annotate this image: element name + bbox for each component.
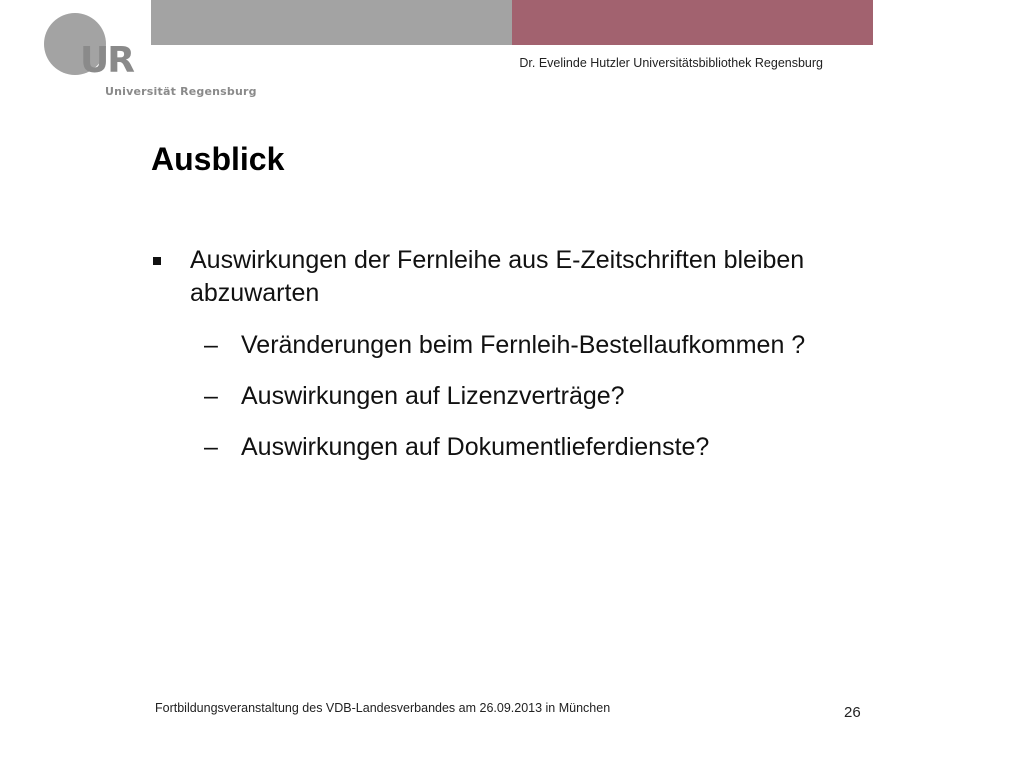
logo-wordmark: Universität Regensburg xyxy=(105,85,257,98)
logo-letters: UR xyxy=(80,40,133,81)
bullet-text: Auswirkungen der Fernleihe aus E-Zeitschriften bleiben abzuwarten xyxy=(190,246,805,307)
header-bar-red xyxy=(512,0,873,45)
sub-bullet-list xyxy=(151,329,911,464)
page-number: 26 xyxy=(844,704,861,721)
bullet-item xyxy=(151,244,911,310)
sub-bullet-item xyxy=(151,431,911,464)
author-line: Dr. Evelinde Hutzler Universitätsbibliothek Regensburg xyxy=(519,56,823,70)
slide-title: Ausblick xyxy=(151,141,285,177)
sub-bullet-text: Auswirkungen auf Dokumentlieferdienste? xyxy=(241,433,710,461)
footer-event-text: Fortbildungsveranstaltung des VDB-Landesverbandes am 26.09.2013 in München xyxy=(155,701,611,715)
sub-bullet-item xyxy=(151,380,911,413)
slide-content xyxy=(151,244,911,482)
sub-bullet-item xyxy=(151,329,911,362)
dash-bullet-icon: – xyxy=(204,382,218,410)
dash-bullet-icon: – xyxy=(204,433,218,461)
sub-bullet-text: Auswirkungen auf Lizenzverträge? xyxy=(241,382,625,410)
sub-bullet-text: Veränderungen beim Fernleih-Bestellaufkommen ? xyxy=(241,331,806,359)
square-bullet-icon xyxy=(153,257,161,265)
dash-bullet-icon: – xyxy=(204,331,218,359)
